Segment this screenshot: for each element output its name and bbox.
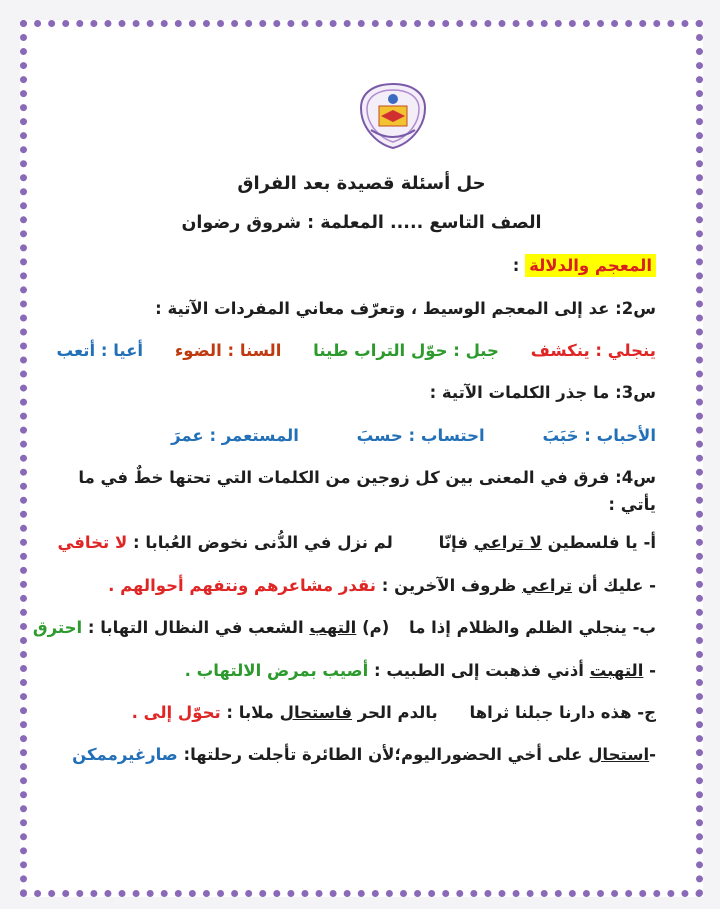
question-2: س2: عد إلى المعجم الوسيط ، وتعرّف معاني المفردات الآتية : — [155, 299, 656, 318]
item-a2-answer: نقدر مشاعرهم ونتفهم أحوالهم . — [108, 576, 376, 595]
item-a-answer: لا تخافي — [57, 533, 128, 552]
underlined-word: تراعي — [521, 576, 573, 595]
answer-3 — [171, 426, 656, 445]
item-b-answer: احترق — [32, 618, 83, 637]
item-c: ج- هذه دارنا جبلنا ثراها بالدم الحر فاستحال ملابا : تحوّل إلى . — [131, 703, 656, 722]
answer-2-item-4: أعيا : أتعب — [56, 341, 144, 360]
underlined-word: التهب — [309, 618, 357, 637]
school-emblem-icon — [357, 82, 429, 150]
answer-3-item-3: المستعمر : عمرَ — [171, 426, 299, 445]
item-c2-answer: صارغيرممكن — [72, 745, 178, 764]
item-b: ب- ينجلي الظلم والظلام إذا ما (م) التهب الشعب في النظال التهابا : احترق — [32, 618, 656, 637]
answer-2-item-3: السنا : الضوء — [174, 341, 282, 360]
document-title: حل أسئلة قصيدة بعد الفراق — [237, 173, 486, 194]
question-3: س3: ما جذر الكلمات الآتية : — [429, 383, 656, 402]
question-4-line-2: يأتي : — [608, 495, 656, 514]
item-a: أ- يا فلسطين لا تراعي فإنّا لم نزل في الدُّنى نخوض العُبابا : لا تخافي — [57, 533, 656, 552]
item-c-answer: تحوّل إلى . — [131, 703, 221, 722]
answer-2-item-2: جبل : حوّل التراب طينا — [313, 341, 499, 360]
answer-2 — [57, 341, 656, 360]
underlined-word: لا تراعي — [473, 533, 542, 552]
page-frame — [20, 20, 703, 897]
underlined-word: فاستحال — [279, 703, 353, 722]
underlined-word: التهبت — [589, 661, 644, 680]
item-a2: - عليك أن تراعي ظروف الآخرين : نقدر مشاعرهم ونتفهم أحوالهم . — [108, 576, 656, 595]
item-b2: - التهبت أذني فذهبت إلى الطبيب : أصيب بمرض الالتهاب . — [184, 661, 656, 680]
question-4-line-1: س4: فرق في المعنى بين كل زوجين من الكلمات التي تحتها خطٌ في ما — [78, 468, 656, 487]
answer-3-item-2: احتساب : حسبَ — [356, 426, 485, 445]
document-subtitle: الصف التاسع ..... المعلمة : شروق رضوان — [181, 213, 542, 233]
item-c2: -استحال على أخي الحضوراليوم؛لأن الطائرة تأجلت رحلتها: صارغيرممكن — [72, 745, 656, 764]
section-heading: المعجم والدلالة — [525, 254, 656, 277]
answer-3-item-1: الأحباب : حَبَبَ — [542, 426, 656, 445]
underlined-word: استحال — [588, 745, 650, 764]
section-heading-row: المعجم والدلالة : — [513, 256, 656, 275]
answer-2-item-1: ينجلي : ينكشف — [530, 341, 656, 360]
item-b2-answer: أصيب بمرض الالتهاب . — [184, 661, 369, 680]
